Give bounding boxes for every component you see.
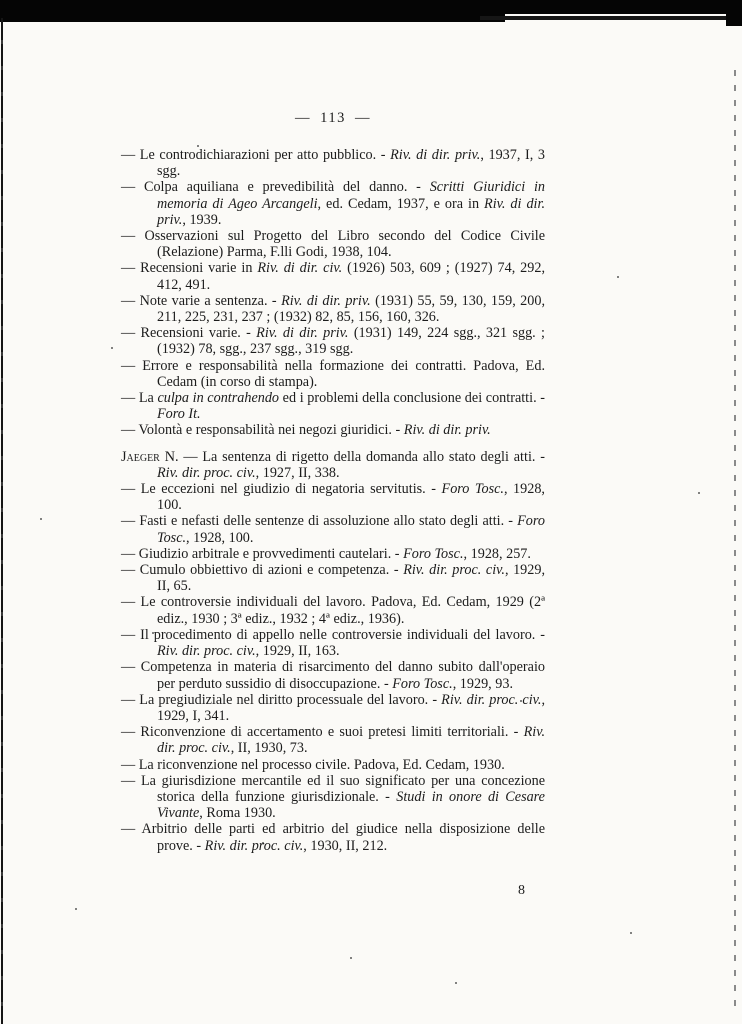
bibliography-entry [121, 692, 545, 724]
entry-text-segment: — Recensioni varie in [121, 260, 258, 277]
bibliography-entry [121, 773, 545, 822]
text-block [121, 110, 545, 854]
entry-text-segment: — Fasti e nefasti delle sentenze di assoluzione allo stato degli atti. - [121, 513, 518, 530]
entry-text-segment: — Volontà e responsabilità nei negozi giuridici. - [121, 422, 404, 439]
entry-text-segment: — Osservazioni sul Progetto del Libro secondo del Codice Civile (Relazione) Parma, F.lli Godi, 1938, 104. [121, 228, 545, 261]
entry-text-segment: (1931) 55, 59, 130, 159, 200, 211, 225, 231, 237 ; (1932) 82, 85, 156, 160, 326. [157, 292, 545, 326]
bibliography-entry [121, 659, 545, 691]
bibliography-entry [121, 724, 545, 756]
entry-text-segment: Foro Tosc. [392, 675, 453, 692]
bibliography-entry [121, 627, 545, 659]
entry-text-segment: Riv. di dir. priv. [157, 195, 545, 228]
entry-text-segment: , 1930, II, 212. [303, 837, 388, 854]
ink-speck [75, 908, 77, 910]
entry-text-segment: Riv. di dir. priv. [256, 325, 349, 342]
bibliography-entry [121, 260, 545, 292]
entry-text-segment: — Competenza in materia di risarcimento del danno subito dall'operaio per perduto sussidio di disoccupazione. - [121, 659, 545, 692]
entry-text-segment: Riv. dir. proc. civ. [204, 837, 304, 854]
bibliography-entry [121, 821, 545, 853]
entry-text-segment: , 1928, 257. [463, 545, 531, 562]
ink-speck [630, 932, 632, 934]
entry-text-segment: , 1937, I, 3 sgg. [157, 147, 546, 180]
entry-text-segment: Jaeger [121, 448, 160, 465]
bibliography-entry [121, 358, 545, 390]
entry-text-segment: — Recensioni varie. - [121, 325, 257, 342]
bibliography-entry [121, 513, 545, 545]
entry-text-segment: — La pregiudiziale nel diritto processuale del lavoro. - [121, 691, 442, 708]
entry-text-segment: — Le controversie individuali del lavoro. Padova, Ed. Cedam, 1929 (2ª ediz., 1930 ; 3ª ediz., 1932 ; 4ª ediz., 1936). [121, 594, 545, 627]
entry-text-segment: Riv. dir. proc. civ. [157, 724, 545, 757]
entry-text-segment: — La [121, 390, 158, 407]
entry-text-segment: ed i problemi della conclusione dei contratti. - [279, 390, 545, 407]
entry-text-segment: — Colpa aquiliana e prevedibilità del danno. - [121, 179, 430, 196]
entry-text-segment: Riv. dir. proc. civ. [157, 464, 256, 481]
bibliography-entry [121, 179, 545, 228]
entry-text-segment: (1931) 149, 224 sgg., 321 sgg. ; (1932) 78, sgg., 237 sgg., 319 sgg. [157, 325, 546, 358]
page-number-header: — 113 — [295, 110, 371, 126]
entry-text-segment: N. — La sentenza di rigetto della domanda allo stato degli atti. - [159, 448, 545, 465]
entry-text-segment: Riv. di dir. civ. [257, 260, 343, 277]
entry-text-segment: , 1929, 93. [452, 675, 513, 692]
entry-text-segment: — Errore e responsabilità nella formazione dei contratti. Padova, Ed. Cedam (in corso di stampa). [121, 357, 545, 390]
entry-text-segment: , 1928, 100. [157, 481, 545, 514]
ink-speck [350, 957, 352, 959]
bibliography-entry [121, 228, 545, 260]
ink-speck [111, 347, 113, 349]
entry-text-segment: — Le eccezioni nel giudizio di negatoria servitutis. - [121, 481, 442, 498]
bibliography-entry [121, 390, 545, 422]
entry-text-segment: Riv. dir. proc. civ. [441, 691, 542, 708]
entry-text-segment: — Il procedimento di appello nelle controversie individuali del lavoro. - [121, 626, 545, 643]
entry-text-segment: Foro It. [157, 406, 201, 423]
ink-speck [617, 276, 619, 278]
entry-text-segment: — La riconvenzione nel processo civile. Padova, Ed. Cedam, 1930. [121, 756, 505, 773]
entry-text-segment: — Note varie a sentenza. - [121, 292, 282, 309]
entry-text-segment: , 1928, 100. [186, 529, 254, 546]
entry-text-segment: Scritti Giuridici in memoria di Ageo Arcangeli [157, 179, 546, 212]
entry-text-segment: Riv. dir. proc. civ. [157, 643, 256, 660]
entry-text-segment: , Roma 1930. [199, 805, 276, 822]
entry-text-segment: — La giurisdizione mercantile ed il suo significato per una concezione storica della funzione giurisdizionale. - [121, 772, 545, 805]
bibliography-entry [121, 546, 545, 562]
entry-text-segment: (1926) 503, 609 ; (1927) 74, 292, 412, 491. [157, 260, 546, 293]
entry-text-segment: , 1929, II, 163. [255, 643, 340, 660]
entry-text-segment: Studi in onore di Cesare Vivante [157, 788, 545, 822]
entry-text-segment: — Le controdichiarazioni per atto pubblico. - [121, 147, 391, 163]
entry-text-segment: — Riconvenzione di accertamento e suoi pretesi limiti territoriali. - [121, 724, 524, 741]
scan-edge-top-left [0, 12, 505, 22]
signature-number: 8 [518, 883, 525, 898]
bibliography-entry [121, 757, 545, 773]
entry-text-segment: , 1939. [182, 211, 222, 228]
entry-text-segment: , 1929, I, 341. [157, 691, 546, 724]
bibliography-entry [121, 293, 545, 325]
bibliography-entry [121, 594, 545, 626]
scan-edge-top-right-corner [726, 0, 742, 26]
entry-text-segment: , 1927, II, 338. [255, 464, 340, 481]
scan-edge-right [734, 70, 736, 1015]
ink-speck [698, 492, 700, 494]
entry-text-segment: Riv. di dir. priv. [403, 422, 491, 439]
bibliography-entry [121, 422, 545, 438]
entry-text-segment: — Giudizio arbitrale e provvedimenti cautelari. - [121, 545, 404, 562]
entry-text-segment: Riv. di dir. priv. [281, 292, 371, 309]
entry-text-segment: Foro Tosc. [441, 481, 504, 498]
scan-edge-left [1, 18, 3, 1024]
bibliography-entry [121, 562, 545, 594]
entry-text-segment: culpa in contrahendo [157, 390, 280, 407]
scan-edge-top-line [480, 16, 742, 20]
bibliography-entry [121, 147, 545, 179]
bibliography-entry [121, 325, 545, 357]
entry-text-segment: Foro Tosc. [157, 513, 545, 546]
entry-text-segment: , 1929, II, 65. [157, 562, 546, 595]
entry-text-segment: Riv. dir. proc. civ. [403, 562, 505, 579]
entry-text-segment: — Cumulo obbiettivo di azioni e competenza. - [121, 562, 404, 579]
entry-text-segment: , II, 1930, 73. [230, 740, 308, 757]
bibliography-list [121, 147, 545, 854]
bibliography-entry [121, 449, 545, 481]
entry-text-segment: — Arbitrio delle parti ed arbitrio del giudice nella disposizione delle prove. - [121, 821, 545, 854]
entry-text-segment: , ed. Cedam, 1937, e ora in [317, 195, 485, 212]
entry-text-segment: Foro Tosc. [403, 545, 464, 562]
ink-speck [40, 518, 42, 520]
entry-text-segment: Riv. di dir. priv. [390, 147, 481, 163]
bibliography-entry [121, 481, 545, 513]
ink-speck [455, 982, 457, 984]
